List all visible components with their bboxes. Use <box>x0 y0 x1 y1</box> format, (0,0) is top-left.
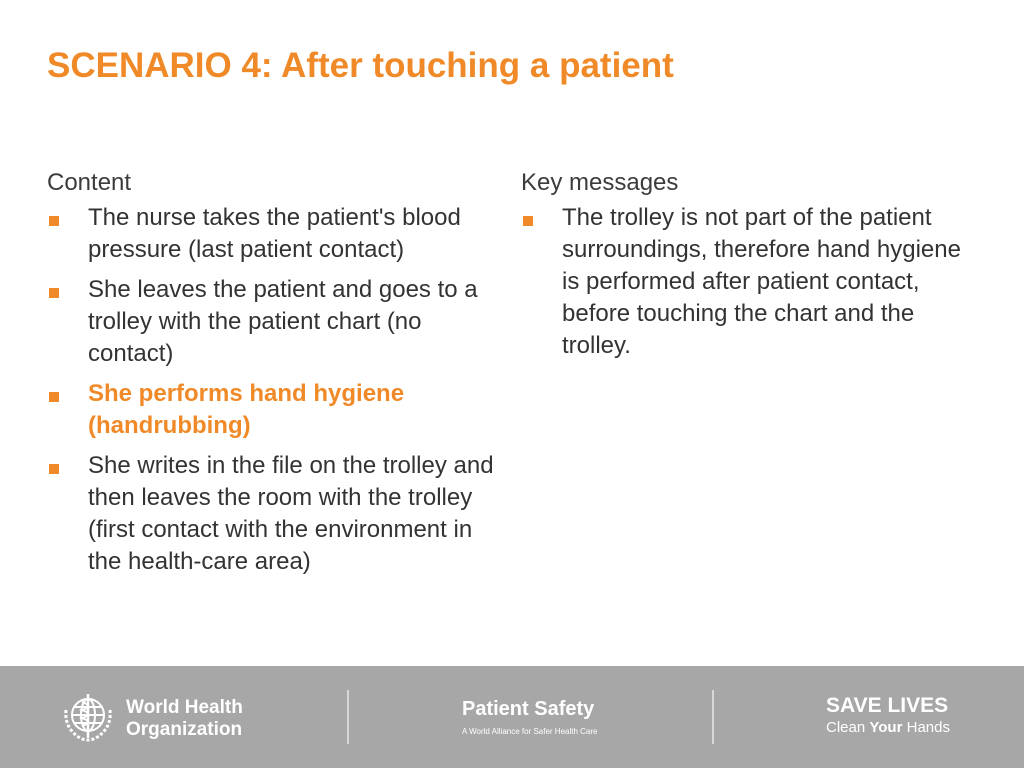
save-lives-title: SAVE LIVES <box>826 694 949 717</box>
key-messages-column <box>521 168 971 370</box>
square-bullet-icon <box>49 216 59 226</box>
list-item <box>47 274 502 370</box>
list-item-text: She performs hand hygiene (handrubbing) <box>88 380 405 439</box>
slide-title: SCENARIO 4: After touching a patient <box>47 46 674 85</box>
list-item-text: She writes in the file on the trolley and then leaves the room with the trolley (first contact with the environment in the health-care area) <box>88 452 494 575</box>
footer-divider <box>347 690 349 744</box>
patient-safety-title: Patient Safety <box>462 698 595 720</box>
list-item-text: She leaves the patient and goes to a trolley with the patient chart (no contact) <box>88 276 478 367</box>
square-bullet-icon <box>523 216 533 226</box>
your-word: Your <box>869 719 903 736</box>
hands-word: Hands <box>906 719 950 736</box>
who-line-1: World Health <box>126 697 243 718</box>
clean-word: Clean <box>826 719 866 736</box>
list-item-text: The trolley is not part of the patient surroundings, therefore hand hygiene is performed after patient contact, before touching the chart and the trolley. <box>562 204 961 359</box>
patient-safety-subtitle: A World Alliance for Safer Health Care <box>462 727 598 736</box>
list-item <box>47 202 502 266</box>
footer-divider <box>712 690 714 744</box>
content-heading: Content <box>47 169 132 196</box>
list-item <box>521 202 971 362</box>
who-line-2: Organization <box>126 719 243 740</box>
square-bullet-icon <box>49 288 59 298</box>
key-messages-heading: Key messages <box>521 169 679 196</box>
square-bullet-icon <box>49 392 59 402</box>
clean-your-hands <box>826 718 950 738</box>
who-emblem-icon <box>58 688 118 748</box>
list-item-text: The nurse takes the patient's blood pressure (last patient contact) <box>88 204 461 263</box>
content-column <box>47 168 502 586</box>
key-messages-list <box>521 202 971 362</box>
patient-safety-block <box>462 697 597 736</box>
list-item-highlighted <box>47 378 502 442</box>
who-wordmark <box>126 697 243 741</box>
list-item <box>47 450 502 578</box>
content-list <box>47 202 502 578</box>
square-bullet-icon <box>49 464 59 474</box>
save-lives-block <box>826 694 950 738</box>
